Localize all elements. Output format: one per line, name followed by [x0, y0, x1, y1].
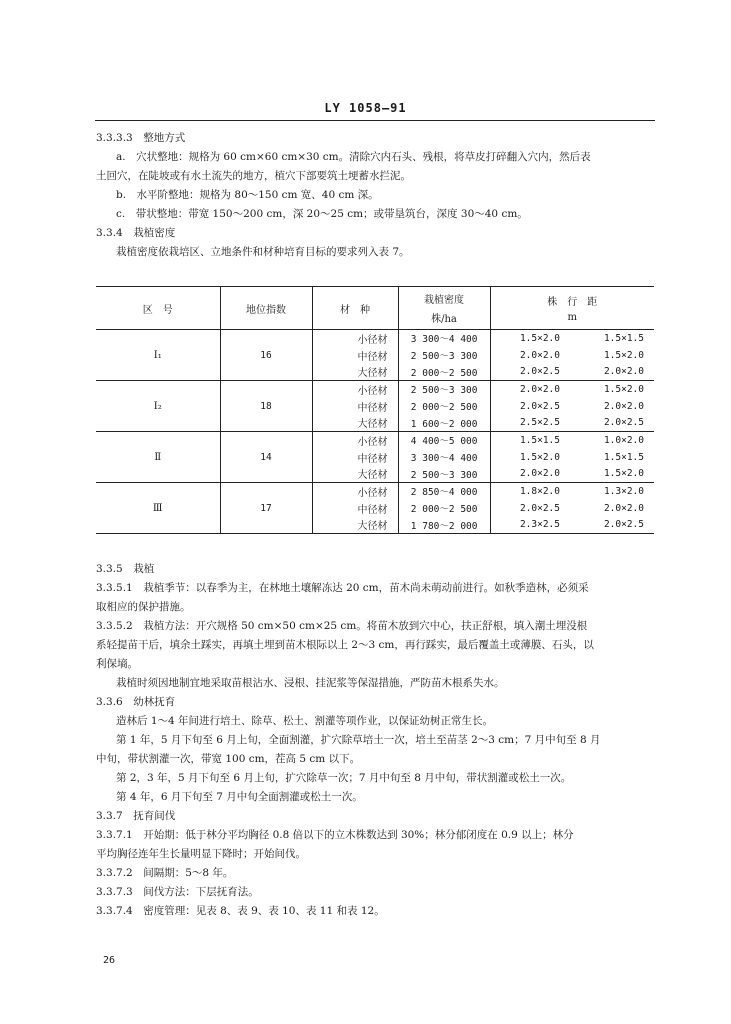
cell-density-text: 1 780～2 000 [410, 520, 478, 532]
header-spacing [490, 287, 654, 330]
cell-density [398, 500, 490, 517]
cell-site-index: 18 [220, 381, 312, 432]
cell-spacing-1 [490, 449, 572, 466]
cell-density-text: 2 000～2 500 [410, 367, 478, 379]
table-header-row [96, 287, 654, 330]
header-density-unit: 株/ha [431, 314, 457, 325]
cell-density-text: 3 300～4 400 [410, 453, 478, 464]
cell-density-text: 2 000～2 500 [410, 402, 478, 413]
header-material: 材 种 [312, 287, 398, 330]
header-rule [95, 120, 655, 121]
cell-density-text: 4 400～5 000 [410, 436, 478, 448]
table-body [96, 330, 654, 534]
cell-spacing-1 [490, 432, 572, 449]
cell-material-text: 大径材 [357, 419, 388, 431]
paragraph: 造林后 1～4 年间进行培土、除草、松土、割灌等项作业，以保证幼树正常生长。 [116, 715, 494, 727]
cell-density-text: 3 300～4 400 [410, 334, 478, 346]
paragraph: 中旬，带状割灌一次，带宽 100 cm，茬高 5 cm 以下。 [96, 753, 361, 765]
paragraph: 3.3.7.3 间伐方法：下层抚育法。 [96, 886, 259, 898]
header-zone: 区 号 [96, 287, 220, 330]
cell-material [312, 381, 398, 398]
paragraph: 取相应的保护措施。 [96, 601, 191, 613]
paragraph: 系轻提苗干后，填余土踩实，再填土埋到苗木根际以上 2～3 cm，再行踩实，最后覆盖土或薄膜、石头，以 [96, 639, 594, 651]
paragraph: 土回穴，在陡坡或有水土流失的地方，植穴下部要筑土埂蓄水拦泥。 [96, 170, 411, 182]
table-row [96, 330, 654, 347]
cell-spacing-2-text: 2.0×2.0 [603, 502, 644, 514]
cell-spacing-2-text: 1.0×2.0 [603, 434, 644, 446]
cell-material-text: 中径材 [357, 402, 388, 414]
cell-spacing-1-text: 1.5×2.0 [519, 451, 560, 463]
cell-spacing-2 [572, 432, 654, 449]
cell-density-text: 2 500～3 300 [410, 351, 478, 362]
cell-spacing-2 [572, 449, 654, 466]
paragraph: 3.3.7.1 开始期：低于林分平均胸径 0.8 倍以下的立木株数达到 30%；林分郁闭度在 0.9 以上；林分 [96, 829, 574, 841]
paragraph: 平均胸径连年生长量明显下降时；开始间伐。 [96, 848, 306, 860]
standard-code-header: LY 1058—91 [324, 101, 407, 115]
cell-material-text: 小径材 [357, 334, 388, 346]
cell-density [398, 415, 490, 432]
cell-spacing-2 [572, 398, 654, 415]
cell-site-index: 14 [220, 432, 312, 483]
cell-spacing-1-text: 2.0×2.0 [519, 349, 560, 361]
section-3-3-5-title: 3.3.5 栽植 [96, 563, 155, 575]
header-spacing-unit: m [567, 312, 577, 323]
cell-spacing-2-text: 2.0×2.0 [603, 366, 644, 378]
section-3-3-4-title: 3.3.4 栽植密度 [96, 227, 176, 239]
cell-density [398, 364, 490, 381]
cell-spacing-1-text: 2.5×2.5 [519, 417, 560, 429]
cell-spacing-2 [572, 517, 654, 534]
cell-spacing-1 [490, 415, 572, 432]
cell-spacing-2 [572, 364, 654, 381]
cell-material [312, 432, 398, 449]
cell-spacing-2-text: 1.5×1.5 [603, 332, 644, 344]
paragraph: 第 2，3 年，5 月下旬至 6 月上旬，扩穴除草一次；7 月中旬至 8 月中旬，带状割灌或松土一次。 [116, 772, 572, 784]
cell-material [312, 449, 398, 466]
cell-spacing-2 [572, 381, 654, 398]
cell-spacing-1-text: 2.0×2.0 [519, 468, 560, 480]
page-number: 26 [103, 955, 116, 966]
cell-spacing-1 [490, 330, 572, 347]
table-row [96, 381, 654, 398]
cell-material [312, 415, 398, 432]
cell-spacing-2-text: 2.0×2.5 [603, 417, 644, 429]
cell-site-index: 17 [220, 483, 312, 534]
cell-density [398, 517, 490, 534]
cell-density-text: 1 600～2 000 [410, 418, 478, 430]
cell-material [312, 483, 398, 500]
density-table [96, 286, 654, 534]
paragraph: 栽植时须因地制宜地采取苗根沾水、浸根、挂泥浆等保湿措施，严防苗木根系失水。 [116, 677, 505, 689]
cell-spacing-1-text: 1.8×2.0 [519, 485, 560, 497]
cell-material [312, 330, 398, 347]
cell-material [312, 398, 398, 415]
cell-material-text: 中径材 [357, 504, 388, 516]
cell-material-text: 中径材 [357, 453, 388, 465]
cell-spacing-2 [572, 466, 654, 483]
header-spacing-label: 株 行 距 [547, 297, 598, 308]
cell-spacing-1 [490, 347, 572, 364]
cell-material [312, 466, 398, 483]
paragraph: 3.3.5.1 栽植季节：以春季为主，在林地土壤解冻达 20 cm，苗木尚未萌动前进行。如秋季造林，必须采 [96, 582, 589, 594]
cell-spacing-2-text: 1.5×2.0 [603, 383, 644, 395]
table-row [96, 483, 654, 500]
header-density-label: 栽植密度 [424, 295, 464, 306]
cell-density-text: 2 850～4 000 [410, 487, 478, 499]
cell-density-text: 2 500～3 300 [410, 385, 478, 397]
paragraph: 3.3.7.2 间隔期：5～8 年。 [96, 867, 234, 879]
cell-density [398, 466, 490, 483]
header-density [398, 287, 490, 330]
cell-spacing-1-text: 2.0×2.0 [519, 383, 560, 395]
cell-spacing-1 [490, 466, 572, 483]
cell-material [312, 347, 398, 364]
cell-density [398, 432, 490, 449]
cell-spacing-1 [490, 364, 572, 381]
paragraph: 利保墒。 [96, 658, 138, 670]
cell-zone: Ⅱ [96, 432, 220, 483]
cell-material-text: 大径材 [357, 470, 388, 482]
cell-spacing-1 [490, 483, 572, 500]
cell-material [312, 364, 398, 381]
cell-density [398, 449, 490, 466]
cell-spacing-1 [490, 500, 572, 517]
cell-spacing-2-text: 1.5×2.0 [603, 349, 644, 361]
cell-spacing-2 [572, 347, 654, 364]
cell-spacing-2 [572, 483, 654, 500]
cell-spacing-2 [572, 500, 654, 517]
cell-spacing-1-text: 2.0×2.5 [519, 366, 560, 378]
cell-material [312, 517, 398, 534]
cell-spacing-1-text: 2.0×2.5 [519, 400, 560, 412]
cell-material-text: 大径材 [357, 521, 388, 533]
paragraph: a. 穴状整地：规格为 60 cm×60 cm×30 cm。清除穴内石头、残根，将草皮打碎翻入穴内，然后表 [116, 151, 591, 163]
cell-spacing-1-text: 2.3×2.5 [519, 519, 560, 531]
cell-density [398, 398, 490, 415]
cell-density [398, 347, 490, 364]
cell-spacing-1-text: 1.5×1.5 [519, 434, 560, 446]
cell-material [312, 500, 398, 517]
cell-material-text: 小径材 [357, 487, 388, 499]
section-3-3-6-title: 3.3.6 幼林抚育 [96, 696, 176, 708]
cell-zone: Ⅲ [96, 483, 220, 534]
paragraph: b. 水平阶整地：规格为 80～150 cm 宽、40 cm 深。 [116, 189, 379, 201]
cell-site-index: 16 [220, 330, 312, 381]
cell-spacing-2-text: 1.5×1.5 [603, 451, 644, 463]
cell-spacing-2-text: 2.0×2.0 [603, 400, 644, 412]
cell-spacing-1 [490, 517, 572, 534]
paragraph: 3.3.5.2 栽植方法：开穴规格 50 cm×50 cm×25 cm。将苗木放到穴中心，扶正舒根，填入潮土埋没根 [96, 620, 588, 632]
cell-spacing-2 [572, 330, 654, 347]
cell-spacing-1-text: 2.0×2.5 [519, 502, 560, 514]
cell-density [398, 381, 490, 398]
cell-material-text: 大径材 [357, 368, 388, 380]
cell-spacing-2 [572, 415, 654, 432]
section-3-3-3-3-title: 3.3.3.3 整地方式 [96, 132, 186, 144]
cell-spacing-1 [490, 381, 572, 398]
paragraph: 第 1 年，5 月下旬至 6 月上旬，全面割灌，扩穴除草培土一次，培土至苗茎 2～3 cm；7 月中旬至 8 月 [116, 734, 601, 746]
cell-material-text: 小径材 [357, 385, 388, 397]
cell-zone: I₁ [96, 330, 220, 381]
paragraph: 3.3.7.4 密度管理：见表 8、表 9、表 10、表 11 和表 12。 [96, 905, 385, 917]
cell-density [398, 330, 490, 347]
cell-density [398, 483, 490, 500]
cell-material-text: 中径材 [357, 351, 388, 363]
cell-material-text: 小径材 [357, 436, 388, 448]
table-row [96, 432, 654, 449]
cell-spacing-1 [490, 398, 572, 415]
cell-spacing-2-text: 2.0×2.5 [603, 519, 644, 531]
cell-spacing-2-text: 1.3×2.0 [603, 485, 644, 497]
cell-spacing-1-text: 1.5×2.0 [519, 332, 560, 344]
cell-density-text: 2 500～3 300 [410, 469, 478, 481]
header-site-index: 地位指数 [220, 287, 312, 330]
paragraph: 第 4 年，6 月下旬至 7 月中旬全面割灌或松土一次。 [116, 791, 363, 803]
section-3-3-7-title: 3.3.7 抚育间伐 [96, 810, 176, 822]
cell-density-text: 2 000～2 500 [410, 504, 478, 515]
cell-zone: I₂ [96, 381, 220, 432]
paragraph: c. 带状整地：带宽 150～200 cm，深 20～25 cm；或带垦筑台，深度 30～40 cm。 [116, 208, 528, 220]
paragraph: 栽植密度依栽培区、立地条件和材种培育目标的要求列入表 7。 [116, 246, 410, 258]
cell-spacing-2-text: 1.5×2.0 [603, 468, 644, 480]
